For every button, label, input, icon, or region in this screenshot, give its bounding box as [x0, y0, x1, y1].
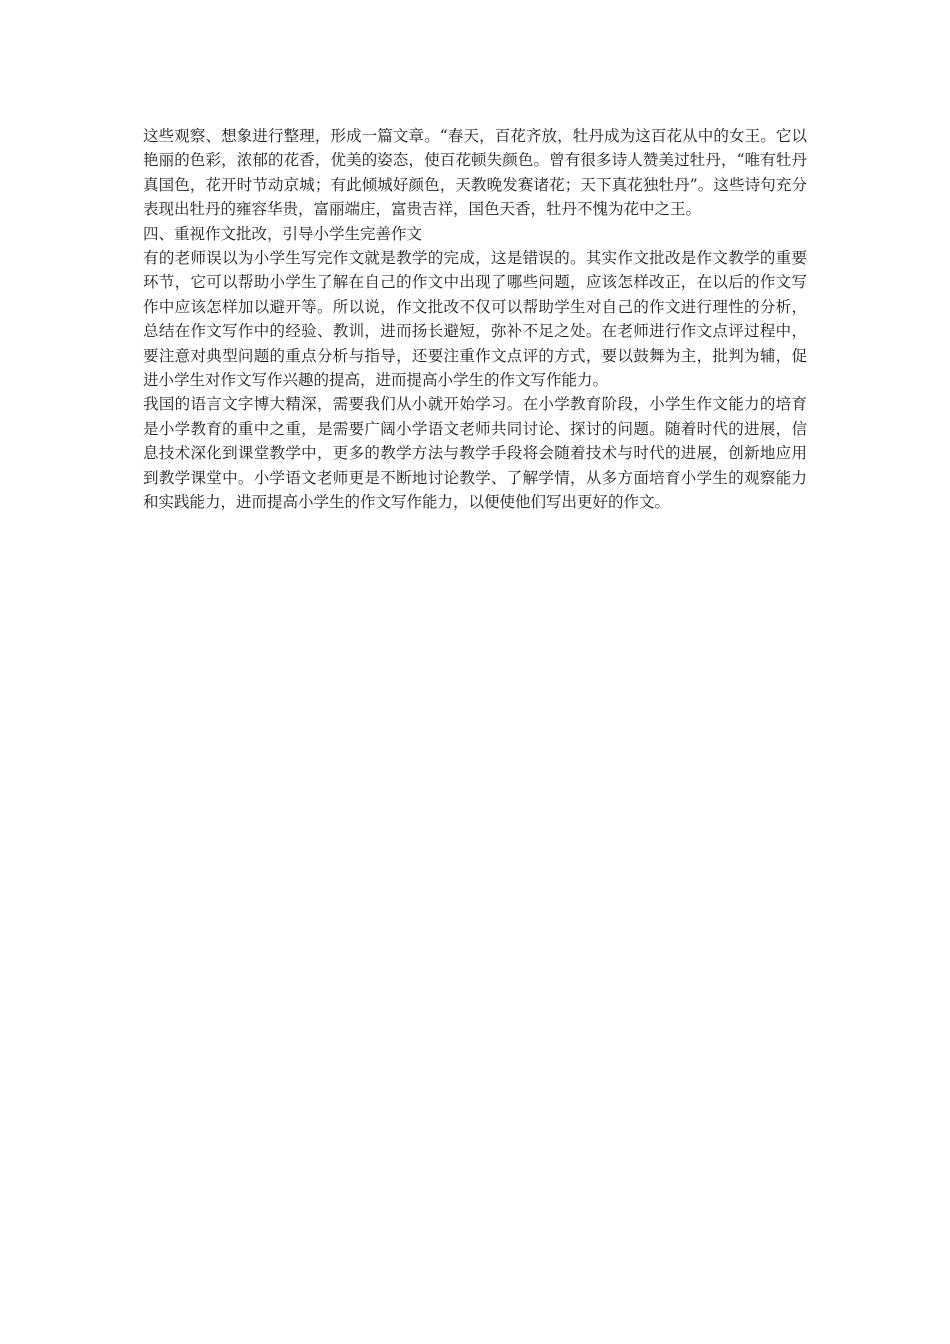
paragraph-composition-correction: 有的老师误以为小学生写完作文就是教学的完成，这是错误的。其实作文批改是作文教学的重要环节，它可以帮助小学生了解在自己的作文中出现了哪些问题，应该怎样改正，在以后的作文写作中应该怎样加以避开等。所以说，作文批改不仅可以帮助学生对自己的作文进行理性的分析，总结在作文写作中的经验、教训，进而扬长避短，弥补不足之处。在老师进行作文点评过程中，要注意对典型问题的重点分析与指导，还要注重作文点评的方式，要以鼓舞为主，批判为辅，促进小学生对作文写作兴趣的提高，进而提高小学生的作文写作能力。 — [143, 249, 807, 390]
document-body — [143, 124, 807, 515]
section-heading-composition-correction: 四、重视作文批改，引导小学生完善作文 — [143, 224, 423, 243]
paragraph-conclusion: 我国的语言文字博大精深，需要我们从小就开始学习。在小学教育阶段，小学生作文能力的培育是小学教育的重中之重，是需要广阔小学语文老师共同讨论、探讨的问题。随着时代的进展，信息技术深化到课堂教学中，更多的教学方法与教学手段将会随着技术与时代的进展，创新地应用到教学课堂中。小学语文老师更是不断地讨论教学、了解学情，从多方面培育小学生的观察能力和实践能力，进而提高小学生的作文写作能力，以便使他们写出更好的作文。 — [143, 395, 807, 512]
paragraph-peony-essay: 这些观察、想象进行整理，形成一篇文章。“春天，百花齐放，牡丹成为这百花从中的女王。它以艳丽的色彩，浓郁的花香，优美的姿态，使百花顿失颜色。曾有很多诗人赞美过牡丹，“唯有牡丹真国色，花开时节动京城；有此倾城好颜色，天教晚发赛诸花；天下真花独牡丹”。这些诗句充分表现出牡丹的雍容华贵，富丽端庄，富贵吉祥，国色天香，牡丹不愧为花中之王。 — [143, 127, 807, 219]
